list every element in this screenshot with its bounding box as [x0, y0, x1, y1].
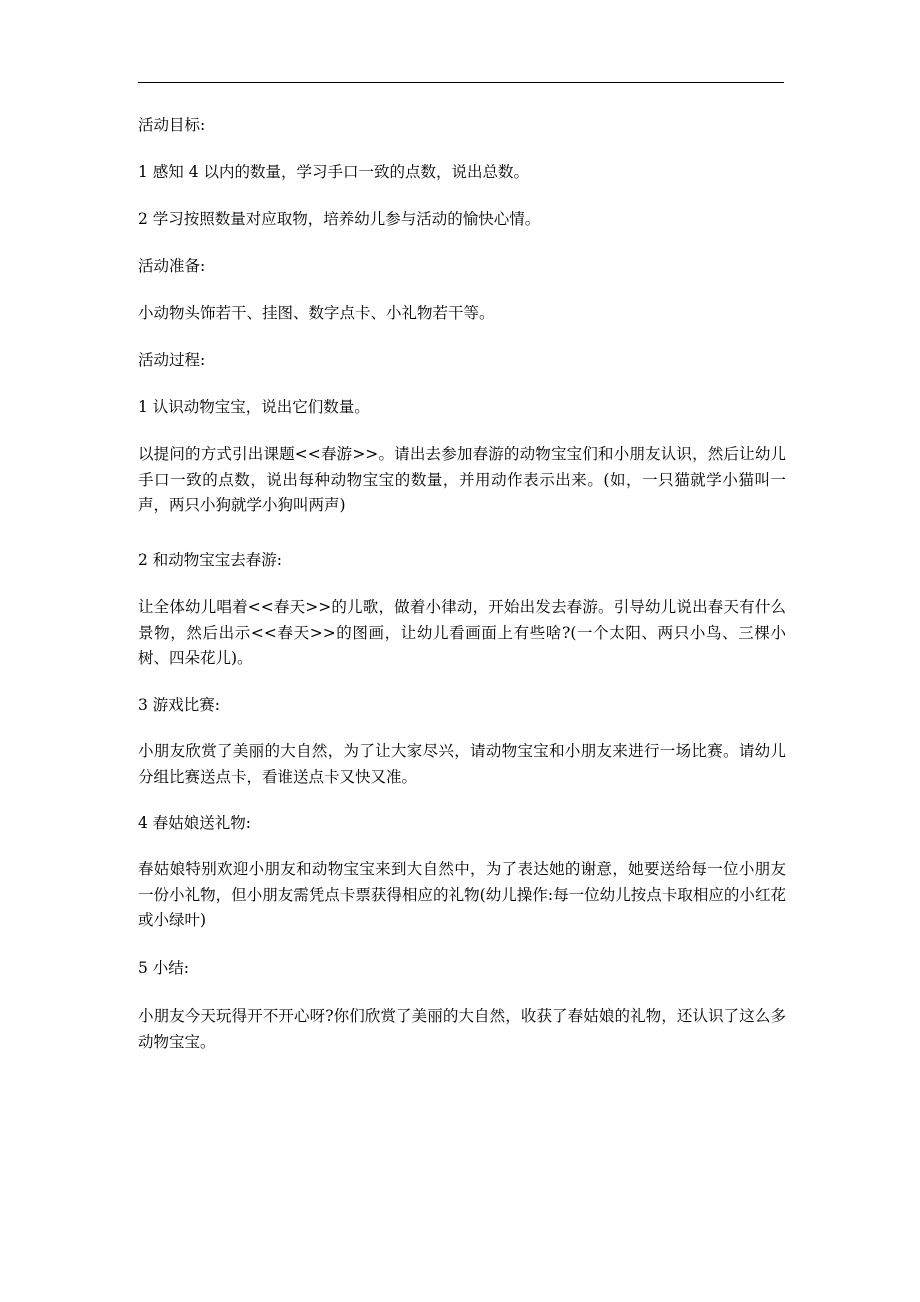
- header-rule: [138, 82, 784, 83]
- step-4-body: 春姑娘特别欢迎小朋友和动物宝宝来到大自然中，为了表达她的谢意，她要送给每一位小朋友一份小礼物，但小朋友需凭点卡票获得相应的礼物(幼儿操作:每一位幼儿按点卡取相应的小红花或小绿叶): [138, 860, 786, 929]
- step-2-title: 2 和动物宝宝去春游:: [138, 551, 283, 569]
- heading-activity-process: 活动过程:: [138, 351, 206, 369]
- step-4-title: 4 春姑娘送礼物:: [138, 814, 252, 832]
- step-2-body: 让全体幼儿唱着<<春天>>的儿歌，做着小律动，开始出发去春游。引导幼儿说出春天有什么景物，然后出示<<春天>>的图画，让幼儿看画面上有些啥?(一个太阳、两只小鸟、三棵小树、四朵花儿)。: [138, 598, 786, 667]
- step-5-title: 5 小结:: [138, 959, 190, 977]
- step-3-body: 小朋友欣赏了美丽的大自然，为了让大家尽兴，请动物宝宝和小朋友来进行一场比赛。请幼儿分组比赛送点卡，看谁送点卡又快又准。: [138, 742, 786, 786]
- preparation-text: 小动物头饰若干、挂图、数字点卡、小礼物若干等。: [138, 304, 495, 322]
- step-5-body: 小朋友今天玩得开不开心呀?你们欣赏了美丽的大自然，收获了春姑娘的礼物，还认识了这么多动物宝宝。: [138, 1007, 786, 1051]
- step-1-body: 以提问的方式引出课题<<春游>>。请出去参加春游的动物宝宝们和小朋友认识，然后让幼儿手口一致的点数，说出每种动物宝宝的数量，并用动作表示出来。(如，一只猫就学小猫叫一声，两只小狗就学小狗叫两声): [138, 445, 786, 514]
- goal-item-2: 2 学习按照数量对应取物，培养幼儿参与活动的愉快心情。: [138, 210, 541, 228]
- heading-activity-preparation: 活动准备:: [138, 257, 206, 275]
- step-1-title: 1 认识动物宝宝，说出它们数量。: [138, 398, 370, 416]
- goal-item-1: 1 感知 4 以内的数量，学习手口一致的点数，说出总数。: [138, 163, 530, 181]
- heading-activity-goals: 活动目标:: [138, 116, 206, 134]
- step-3-title: 3 游戏比赛:: [138, 696, 221, 714]
